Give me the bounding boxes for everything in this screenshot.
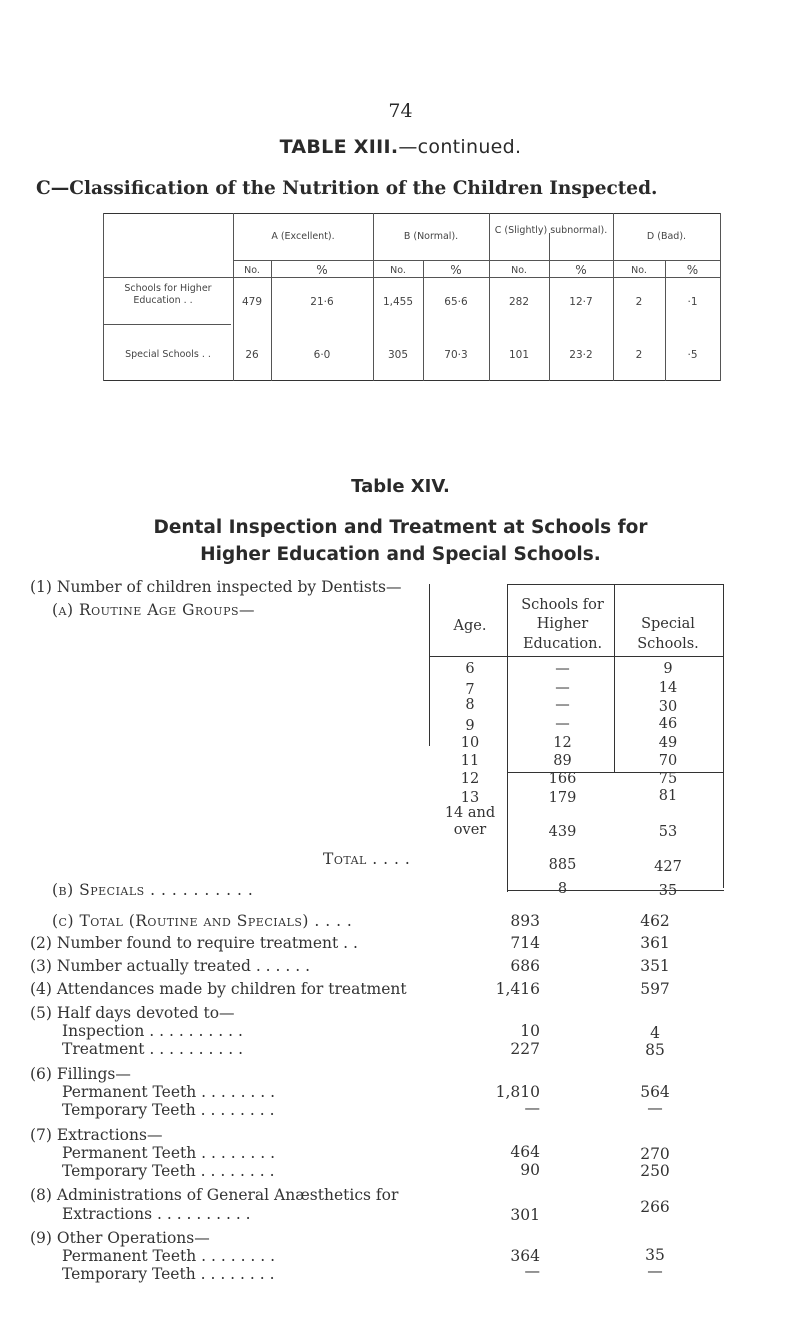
higher-cell: 439 [548, 824, 577, 840]
item-9-permanent: Permanent Teeth . . . . . . . . [62, 1247, 276, 1265]
value-special: 85 [645, 1041, 665, 1059]
item-5: (5) Half days devoted to— [30, 1004, 235, 1022]
col-special-header-1: Special [641, 616, 695, 632]
sub-pct: % [450, 263, 462, 277]
table-rule [103, 277, 721, 278]
row-label: Schools for Higher [124, 283, 212, 294]
value-higher: 10 [520, 1022, 540, 1040]
value-higher: — [524, 1262, 540, 1280]
item-5-treatment: Treatment . . . . . . . . . . [62, 1040, 244, 1058]
age-cell: 6 [465, 661, 475, 677]
cell: 23·2 [569, 349, 593, 361]
sub-no: No. [511, 265, 527, 276]
item-9-temporary: Temporary Teeth . . . . . . . . [62, 1265, 275, 1283]
sub-no: No. [390, 265, 406, 276]
special-cell: 81 [658, 788, 678, 804]
item-6-permanent: Permanent Teeth . . . . . . . . [62, 1083, 276, 1101]
table-rule [723, 584, 724, 888]
item-5-inspection: Inspection . . . . . . . . . . [62, 1022, 243, 1040]
table-rule [103, 324, 231, 325]
table-xiv-subtitle-2: Higher Education and Special Schools. [200, 544, 601, 565]
table-rule [233, 260, 721, 261]
table-xiii-title-text: TABLE XIII. [279, 136, 399, 158]
value-special: 351 [640, 957, 670, 975]
item-1a: (a) Routine Age Groups— [52, 601, 256, 619]
higher-cell: 12 [553, 735, 572, 751]
table-rule [103, 213, 721, 214]
special-cell: 75 [658, 771, 678, 787]
value-special: 266 [640, 1198, 670, 1216]
table-rule [423, 261, 424, 381]
value-special: — [647, 1262, 663, 1280]
table-xiv-subtitle-1: Dental Inspection and Treatment at Schools for [153, 517, 648, 538]
item-1: (1) Number of children inspected by Dentists— [30, 578, 402, 596]
row-label: Special Schools . . [125, 349, 211, 360]
table-rule [720, 213, 721, 381]
cell: 21·6 [310, 296, 334, 308]
special-cell: 49 [658, 735, 678, 751]
value-special: 361 [640, 934, 670, 952]
item-7-permanent: Permanent Teeth . . . . . . . . [62, 1144, 276, 1162]
value-special: 462 [640, 912, 670, 930]
item-7-temporary: Temporary Teeth . . . . . . . . [62, 1162, 275, 1180]
value-special: 4 [650, 1024, 660, 1042]
item-8: (8) Administrations of General Anæsthetics for [30, 1186, 399, 1204]
group-c-header: C (Slightly) subnormal). [494, 225, 608, 236]
value-higher: 464 [510, 1143, 540, 1161]
cell: 2 [635, 349, 643, 361]
value-special: — [647, 1099, 663, 1117]
group-a-header: A (Excellent). [271, 231, 335, 242]
cell: ·5 [687, 349, 698, 361]
value-higher: — [524, 1099, 540, 1117]
special-cell: 14 [658, 680, 678, 696]
age-cell: 12 [460, 771, 480, 787]
value-higher: 1,416 [495, 980, 540, 998]
sub-pct: % [575, 263, 587, 277]
item-4: (4) Attendances made by children for treatment [30, 980, 407, 998]
value-special: 597 [640, 980, 670, 998]
table-rule [665, 261, 666, 381]
sub-pct: % [316, 263, 328, 277]
cell: 65·6 [444, 296, 468, 308]
special-cell: 46 [658, 716, 678, 732]
higher-cell: — [555, 716, 570, 732]
cell: 6·0 [313, 349, 331, 361]
higher-cell: — [555, 697, 570, 713]
age-cell: 10 [460, 735, 480, 751]
row-label: Education . . [133, 295, 193, 306]
value-higher: 686 [510, 957, 540, 975]
item-7: (7) Extractions— [30, 1126, 163, 1144]
col-higher-header-2: Higher [536, 616, 589, 632]
specials-higher: 8 [557, 881, 568, 897]
sub-pct: % [686, 263, 699, 277]
group-d-header: D (Bad). [646, 231, 687, 242]
higher-cell: 166 [548, 771, 577, 787]
specials-special: 35 [658, 883, 678, 899]
age-cell: 14 and [444, 805, 496, 821]
total-special: 427 [654, 859, 682, 875]
special-cell: 70 [658, 753, 678, 769]
cell: ·1 [687, 296, 698, 308]
total-higher: 885 [548, 857, 577, 873]
table-rule [103, 380, 721, 381]
col-special-header-2: Schools. [637, 636, 699, 652]
higher-cell: 179 [548, 790, 577, 806]
specials-label: (b) Specials . . . . . . . . . . [52, 881, 254, 899]
age-cell: 9 [465, 718, 475, 734]
cell: 479 [241, 296, 263, 308]
value-higher: 364 [510, 1247, 540, 1265]
age-cell: 11 [460, 753, 480, 769]
cell: 70·3 [444, 349, 468, 361]
item-6-temporary: Temporary Teeth . . . . . . . . [62, 1101, 275, 1119]
group-b-header: B (Normal). [403, 231, 459, 242]
special-cell: 30 [658, 699, 678, 715]
higher-cell: — [555, 661, 570, 677]
item-c: (c) Total (Routine and Specials) . . . . [52, 912, 353, 930]
item-6: (6) Fillings— [30, 1065, 131, 1083]
item-3: (3) Number actually treated . . . . . . [30, 957, 311, 975]
sub-no: No. [244, 265, 260, 276]
cell: 101 [508, 349, 530, 361]
col-higher-header-1: Schools for [521, 597, 604, 613]
value-special: 250 [640, 1162, 670, 1180]
item-8-extractions: Extractions . . . . . . . . . . [62, 1205, 251, 1223]
value-special: 35 [645, 1246, 665, 1264]
higher-cell: 89 [553, 753, 572, 769]
item-9: (9) Other Operations— [30, 1229, 210, 1247]
table-xiii-continued: —continued. [398, 136, 522, 158]
special-cell: 9 [663, 661, 673, 677]
table-xiii-title [0, 136, 801, 158]
value-higher: 301 [510, 1206, 540, 1224]
table-xiv-title: Table XIV. [351, 476, 450, 497]
value-special: 270 [640, 1145, 670, 1163]
col-higher-header-3: Education. [522, 636, 603, 652]
cell: 26 [245, 349, 259, 361]
item-2: (2) Number found to require treatment . . [30, 934, 358, 952]
cell: 305 [387, 349, 409, 361]
table-rule [429, 584, 430, 746]
cell: 282 [508, 296, 530, 308]
table-rule [429, 656, 724, 657]
age-cell: over [453, 822, 487, 838]
cell: 1,455 [382, 296, 414, 308]
age-cell: 13 [460, 790, 480, 806]
value-special: 564 [640, 1083, 670, 1101]
value-higher: 227 [510, 1040, 540, 1058]
age-cell: 7 [465, 682, 475, 698]
age-cell: 8 [465, 697, 475, 713]
page-number: 74 [388, 100, 413, 122]
table-rule [271, 261, 272, 381]
cell: 2 [635, 296, 643, 308]
value-higher: 1,810 [495, 1083, 540, 1101]
higher-cell: — [555, 680, 570, 696]
special-cell: 53 [658, 824, 678, 840]
cell: 12·7 [569, 296, 593, 308]
nutrition-table [103, 213, 721, 381]
col-age-header: Age. [453, 618, 487, 634]
section-c-title: C—Classification of the Nutrition of the Children Inspected. [36, 178, 658, 199]
value-higher: 90 [520, 1161, 540, 1179]
value-higher: 893 [510, 912, 540, 930]
table-rule [507, 584, 724, 585]
value-higher: 714 [510, 934, 540, 952]
total-label: Total . . . . [323, 850, 411, 868]
sub-no: No. [631, 265, 647, 276]
